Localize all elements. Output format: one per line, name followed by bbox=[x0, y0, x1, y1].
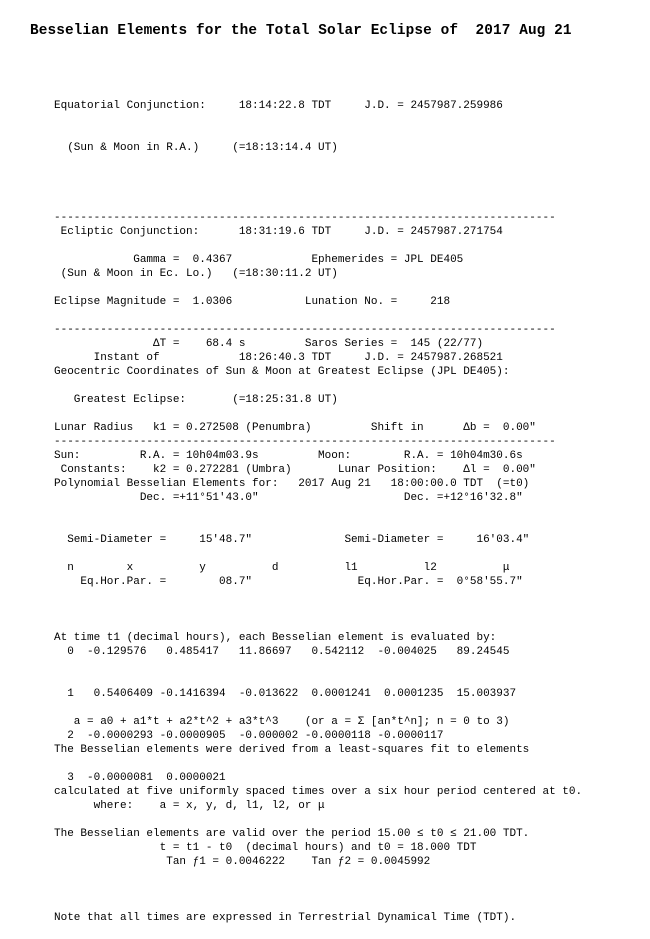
gamma-line: Gamma = 0.4367 Ephemerides = JPL DE405 bbox=[54, 254, 464, 266]
page-title: Besselian Elements for the Total Solar Eclipse of 2017 Aug 21 bbox=[30, 23, 572, 39]
lunar-radius-k2-line: Constants: k2 = 0.272281 (Umbra) Lunar Position: Δl = 0.00" bbox=[54, 464, 536, 476]
eq-hor-par-line: Eq.Hor.Par. = 08.7" Eq.Hor.Par. = 0°58'55.7" bbox=[54, 576, 523, 588]
ecliptic-conjunction-line: Ecliptic Conjunction: 18:31:19.6 TDT J.D. = 2457987.271754 bbox=[54, 226, 503, 238]
tan-f-line: Tan ƒ1 = 0.0046222 Tan ƒ2 = 0.0045992 bbox=[54, 856, 431, 868]
coefficient-row-1: 1 0.5406409 -0.1416394 -0.013622 0.0001241 0.0001235 15.003937 bbox=[54, 688, 517, 700]
ra-line: Sun: R.A. = 10h04m03.9s Moon: R.A. = 10h04m30.6s bbox=[54, 450, 523, 462]
evaluation-intro: At time t1 (decimal hours), each Besselian element is evaluated by: bbox=[54, 632, 497, 644]
coefficient-row-2: 2 -0.0000293 -0.0000905 -0.000002 -0.0000118 -0.0000117 bbox=[54, 730, 444, 742]
delta-t-line: ΔT = 68.4 s Saros Series = 145 (22/77) bbox=[54, 338, 484, 350]
where-line-1: where: a = x, y, d, l1, l2, or μ bbox=[54, 800, 325, 812]
divider-rule-1: ---------------------------------------------------------------------------- bbox=[54, 212, 556, 224]
divider-rule-2: ---------------------------------------------------------------------------- bbox=[54, 324, 556, 336]
greatest-eclipse-subline: Greatest Eclipse: (=18:25:31.8 UT) bbox=[54, 394, 338, 406]
evaluation-formula: a = a0 + a1*t + a2*t^2 + a3*t^3 (or a = Σ [an*t^n]; n = 0 to 3) bbox=[54, 716, 510, 728]
blank-line bbox=[54, 869, 582, 883]
coefficient-row-3: 3 -0.0000081 0.0000021 bbox=[54, 772, 226, 784]
geocentric-heading: Geocentric Coordinates of Sun & Moon at Greatest Eclipse (JPL DE405): bbox=[54, 366, 510, 378]
equatorial-conjunction-subline: (Sun & Moon in R.A.) (=18:13:14.4 UT) bbox=[54, 142, 338, 154]
note-line-2: calculated at five uniformly spaced times over a six hour period centered at t0. bbox=[54, 786, 583, 798]
magnitude-line: Eclipse Magnitude = 1.0306 Lunation No. = 218 bbox=[54, 296, 451, 308]
note-line-1: The Besselian elements were derived from a least-squares fit to elements bbox=[54, 744, 530, 756]
blank-line bbox=[54, 183, 503, 197]
blank-line bbox=[54, 673, 509, 687]
blank-line bbox=[54, 519, 529, 533]
notes-block bbox=[54, 715, 582, 939]
greatest-eclipse-line: Instant of 18:26:40.3 TDT J.D. = 2457987.268521 bbox=[54, 352, 503, 364]
divider-rule-3: ---------------------------------------------------------------------------- bbox=[54, 436, 556, 448]
equatorial-conjunction-line: Equatorial Conjunction: 18:14:22.8 TDT J.D. = 2457987.259986 bbox=[54, 100, 503, 112]
semi-diameter-line: Semi-Diameter = 15'48.7" Semi-Diameter = 16'03.4" bbox=[54, 534, 530, 546]
where-line-2: t = t1 - t0 (decimal hours) and t0 = 18.000 TDT bbox=[54, 842, 477, 854]
lunar-radius-k1-line: Lunar Radius k1 = 0.272508 (Penumbra) Shift in Δb = 0.00" bbox=[54, 422, 536, 434]
ecliptic-conjunction-subline: (Sun & Moon in Ec. Lo.) (=18:30:11.2 UT) bbox=[54, 268, 338, 280]
dec-line: Dec. =+11°51'43.0" Dec. =+12°16'32.8" bbox=[54, 492, 523, 504]
note-tdt-line: Note that all times are expressed in Terrestrial Dynamical Time (TDT). bbox=[54, 912, 517, 924]
note-line-3: The Besselian elements are valid over the period 15.00 ≤ t0 ≤ 21.00 TDT. bbox=[54, 828, 530, 840]
polynomial-heading: Polynomial Besselian Elements for: 2017 Aug 21 18:00:00.0 TDT (=t0) bbox=[54, 478, 530, 490]
blank-line bbox=[54, 407, 529, 421]
coefficient-table-header: n x y d l1 l2 μ bbox=[54, 562, 510, 574]
coefficient-row-0: 0 -0.129576 0.485417 11.86697 0.542112 -0.004025 89.24545 bbox=[54, 646, 510, 658]
